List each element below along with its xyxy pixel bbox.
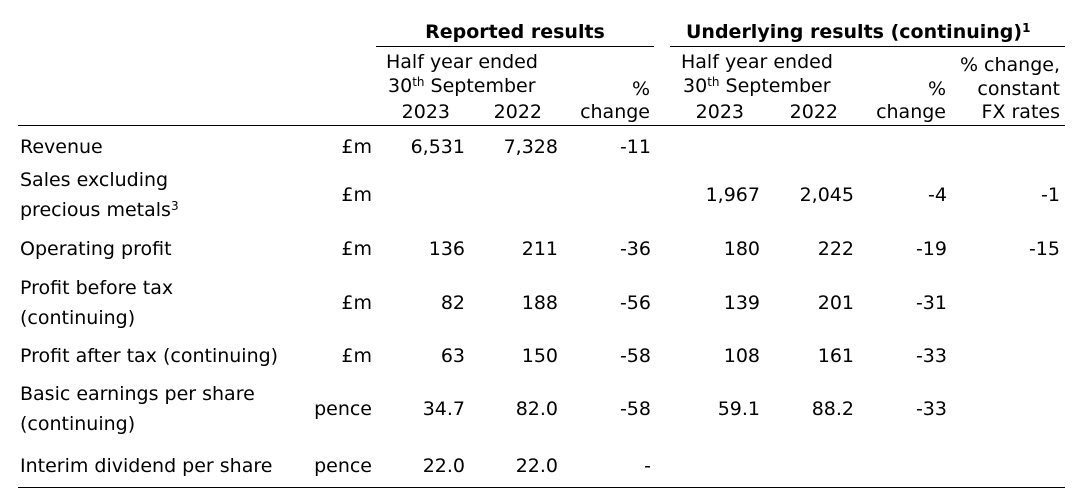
row-unit: £m <box>341 238 372 260</box>
fx-header-line3: FX rates <box>981 101 1060 123</box>
underlying-2023-value: 59.1 <box>717 398 760 420</box>
underlying-results-header: Underlying results (continuing)$^1$ <box>686 21 1031 43</box>
row-label-line2: (continuing) <box>20 307 136 329</box>
reported-2023-value: 136 <box>428 238 465 260</box>
row-label: Revenue <box>20 136 103 158</box>
row-unit: pence <box>314 455 372 477</box>
row-label: Basic earnings per share <box>20 383 255 405</box>
row-unit: pence <box>314 398 372 420</box>
row-unit: £m <box>341 184 372 206</box>
fx-change-value: -15 <box>1028 238 1060 260</box>
underlying-2023-value: 108 <box>723 345 760 367</box>
row-unit: £m <box>341 345 372 367</box>
reported-period-line2: 30th September <box>388 75 536 97</box>
reported-2023-value: 63 <box>440 345 465 367</box>
reported-2023-value: 34.7 <box>422 398 465 420</box>
reported-2023-value: 82 <box>440 292 465 314</box>
underlying-year-2022: 2022 <box>789 101 838 123</box>
reported-year-2022: 2022 <box>493 101 542 123</box>
reported-change-value: - <box>644 455 651 477</box>
reported-2023-value: 22.0 <box>422 455 465 477</box>
fx-header-line1: % change, <box>959 54 1060 76</box>
reported-change-value: -58 <box>619 345 651 367</box>
underlying-pct-symbol: % <box>927 78 946 100</box>
reported-period-line1: Half year ended <box>386 51 538 73</box>
underlying-pct-change: change <box>876 101 946 123</box>
reported-year-2023: 2023 <box>401 101 450 123</box>
underlying-period-line2: 30th September <box>683 75 831 97</box>
reported-pct-change: change <box>580 101 650 123</box>
reported-pct-symbol: % <box>631 78 650 100</box>
underlying-change-value: -4 <box>928 184 947 206</box>
fx-header-line2: constant <box>977 78 1060 100</box>
row-label: Sales excluding <box>20 169 169 191</box>
row-label: Profit before tax <box>20 277 174 299</box>
reported-results-header: Reported results <box>425 21 605 43</box>
underlying-change-value: -33 <box>915 398 947 420</box>
reported-change-value: -11 <box>619 136 651 158</box>
underlying-change-value: -19 <box>915 238 947 260</box>
underlying-group-rule <box>670 46 1065 47</box>
row-label: Operating profit <box>20 238 172 260</box>
row-label-line2: precious metals$^3$ <box>20 199 179 221</box>
row-unit: £m <box>341 136 372 158</box>
table-bottom-rule <box>18 487 1065 488</box>
underlying-2022-value: 201 <box>817 292 854 314</box>
underlying-2022-value: 222 <box>817 238 854 260</box>
reported-2022-value: 188 <box>521 292 558 314</box>
reported-change-value: -58 <box>619 398 651 420</box>
underlying-change-value: -33 <box>915 345 947 367</box>
underlying-2023-value: 1,967 <box>705 184 760 206</box>
underlying-2023-value: 180 <box>723 238 760 260</box>
row-label-line2: (continuing) <box>20 413 136 435</box>
underlying-2023-value: 139 <box>723 292 760 314</box>
row-label: Interim dividend per share <box>20 455 273 477</box>
underlying-year-2023: 2023 <box>695 101 744 123</box>
reported-2023-value: 6,531 <box>410 136 465 158</box>
underlying-change-value: -31 <box>915 292 947 314</box>
underlying-period-line1: Half year ended <box>681 51 833 73</box>
reported-2022-value: 211 <box>521 238 558 260</box>
underlying-2022-value: 2,045 <box>799 184 854 206</box>
fx-change-value: -1 <box>1041 184 1060 206</box>
reported-change-value: -36 <box>619 238 651 260</box>
header-bottom-rule <box>18 125 1065 126</box>
reported-2022-value: 7,328 <box>503 136 558 158</box>
reported-change-value: -56 <box>619 292 651 314</box>
underlying-2022-value: 161 <box>817 345 854 367</box>
reported-2022-value: 82.0 <box>515 398 558 420</box>
row-label: Profit after tax (continuing) <box>20 345 279 367</box>
row-unit: £m <box>341 292 372 314</box>
reported-group-rule <box>376 46 654 47</box>
reported-2022-value: 150 <box>521 345 558 367</box>
underlying-2022-value: 88.2 <box>811 398 854 420</box>
reported-2022-value: 22.0 <box>515 455 558 477</box>
